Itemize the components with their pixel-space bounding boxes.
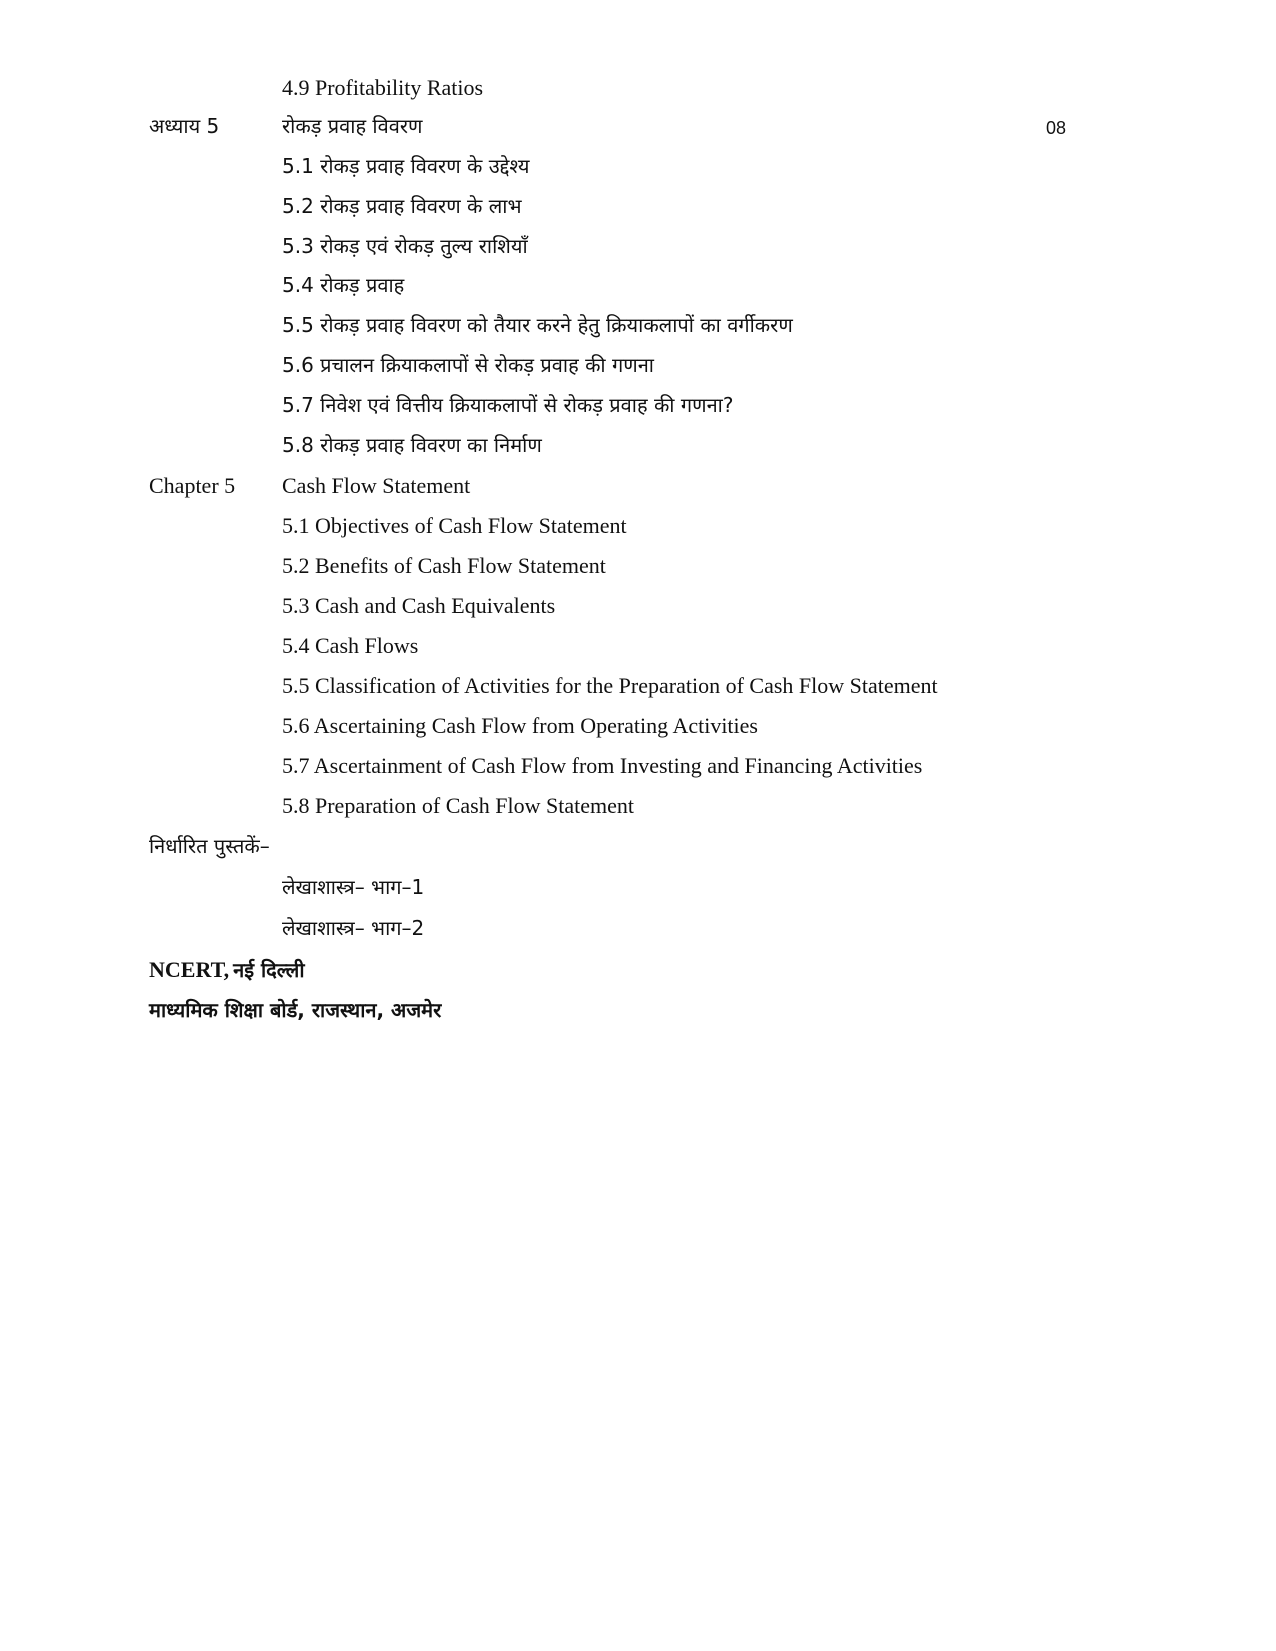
publisher-ncert-hi: नई दिल्ली — [233, 958, 305, 982]
hindi-item: 5.2 रोकड़ प्रवाह विवरण के लाभ — [282, 194, 522, 218]
english-item: 5.5 Classification of Activities for the Preparation of Cash Flow Statement — [282, 673, 938, 698]
english-chapter-title: Cash Flow Statement — [282, 473, 471, 498]
hindi-chapter-label: अध्याय 5 — [149, 114, 220, 138]
hindi-item: 5.3 रोकड़ एवं रोकड़ तुल्य राशियाँ — [282, 234, 528, 258]
hindi-item: 5.7 निवेश एवं वित्तीय क्रियाकलापों से रोकड़ प्रवाह की गणना? — [282, 393, 734, 417]
publisher-ncert-en: NCERT, — [149, 957, 230, 982]
english-item: 5.3 Cash and Cash Equivalents — [282, 593, 556, 618]
books-heading: निर्धारित पुस्तकें– — [149, 834, 270, 858]
hindi-item: 5.1 रोकड़ प्रवाह विवरण के उद्देश्य — [282, 154, 530, 178]
english-item: 5.7 Ascertainment of Cash Flow from Investing and Financing Activities — [282, 753, 923, 778]
publisher-board: माध्यमिक शिक्षा बोर्ड, राजस्थान, अजमेर — [149, 998, 442, 1022]
hindi-item: 5.8 रोकड़ प्रवाह विवरण का निर्माण — [282, 433, 542, 457]
english-item: 5.6 Ascertaining Cash Flow from Operating Activities — [282, 713, 758, 738]
english-chapter-label: Chapter 5 — [149, 473, 236, 498]
prev-chapter-item: 4.9 Profitability Ratios — [282, 75, 484, 100]
hindi-item: 5.5 रोकड़ प्रवाह विवरण को तैयार करने हेतु क्रियाकलापों का वर्गीकरण — [282, 313, 793, 337]
chapter-marks: 08 — [1046, 118, 1067, 138]
hindi-item: 5.4 रोकड़ प्रवाह — [282, 273, 405, 297]
book-item: लेखाशास्त्र– भाग–1 — [282, 875, 425, 899]
english-item: 5.2 Benefits of Cash Flow Statement — [282, 553, 606, 578]
hindi-item: 5.6 प्रचालन क्रियाकलापों से रोकड़ प्रवाह की गणना — [282, 353, 654, 377]
publisher-ncert — [149, 955, 305, 985]
book-item: लेखाशास्त्र– भाग–2 — [282, 916, 425, 940]
english-item: 5.8 Preparation of Cash Flow Statement — [282, 793, 634, 818]
hindi-chapter-title: रोकड़ प्रवाह विवरण — [282, 114, 423, 138]
english-item: 5.4 Cash Flows — [282, 633, 419, 658]
english-item: 5.1 Objectives of Cash Flow Statement — [282, 513, 627, 538]
